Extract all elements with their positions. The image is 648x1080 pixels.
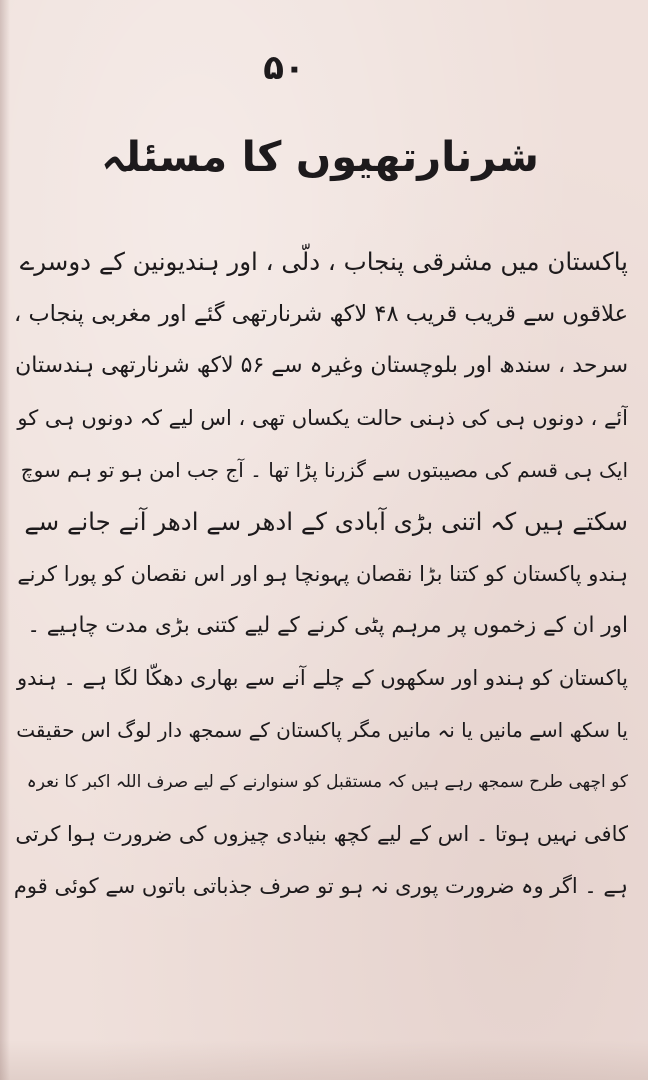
text-line: کافی نہیں ہوتا ۔ اس کے لیے کچھ بنیادی چیزوں کی ضرورت ہوا کرتی (15, 822, 628, 846)
text-line: یا سکھ اسے مانیں یا نہ مانیں مگر پاکستان کے سمجھ دار لوگ اس حقیقت (16, 718, 628, 742)
text-line: اور ان کے زخموں پر مرہم پٹی کرنے کے لیے کتنی بڑی مدت چاہیے ۔ (27, 613, 628, 638)
text-line: پاکستان میں مشرقی پنجاب ، دلّی ، اور ہندیونین کے دوسرے (19, 247, 628, 276)
page-bottom-shade (0, 1040, 648, 1080)
text-line: سکتے ہیں کہ اتنی بڑی آبادی کے ادھر سے ادھر آنے جانے سے (24, 507, 628, 536)
page-edge-shadow (0, 0, 10, 1080)
chapter-title: شرنارتھیوں کا مسئلہ (101, 132, 539, 181)
text-line: علاقوں سے قریب قریب ۴۸ لاکھ شرنارتھی گئے اور مغربی پنجاب ، (14, 301, 628, 327)
text-line: آئے ، دونوں ہی کی ذہنی حالت یکساں تھی ، اس لیے کہ دونوں ہی کو (17, 406, 628, 430)
text-line: ایک ہی قسم کی مصیبتوں سے گزرنا پڑا تھا ۔ آج جب امن ہو تو ہم سوچ (20, 458, 628, 482)
text-line: ہندو پاکستان کو کتنا بڑا نقصان پہونچا ہو اور اس نقصان کو پورا کرنے (17, 562, 628, 586)
text-line: کو اچھی طرح سمجھ رہے ہیں کہ مستقبل کو سنوارنے کے لیے صرف اللہ اکبر کا نعرہ (26, 772, 628, 792)
text-line: سرحد ، سندھ اور بلوچستان وغیرہ سے ۵۶ لاکھ شرنارتھی ہندستان (15, 353, 628, 378)
text-line: پاکستان کو ہندو اور سکھوں کے چلے آنے سے بھاری دھکّا لگا ہے ۔ ہندو (17, 666, 628, 690)
text-line: ہے ۔ اگر وہ ضرورت پوری نہ ہو تو صرف جذباتی باتوں سے کوئی قوم (14, 874, 628, 898)
page-number: ۵۰ (263, 48, 305, 88)
